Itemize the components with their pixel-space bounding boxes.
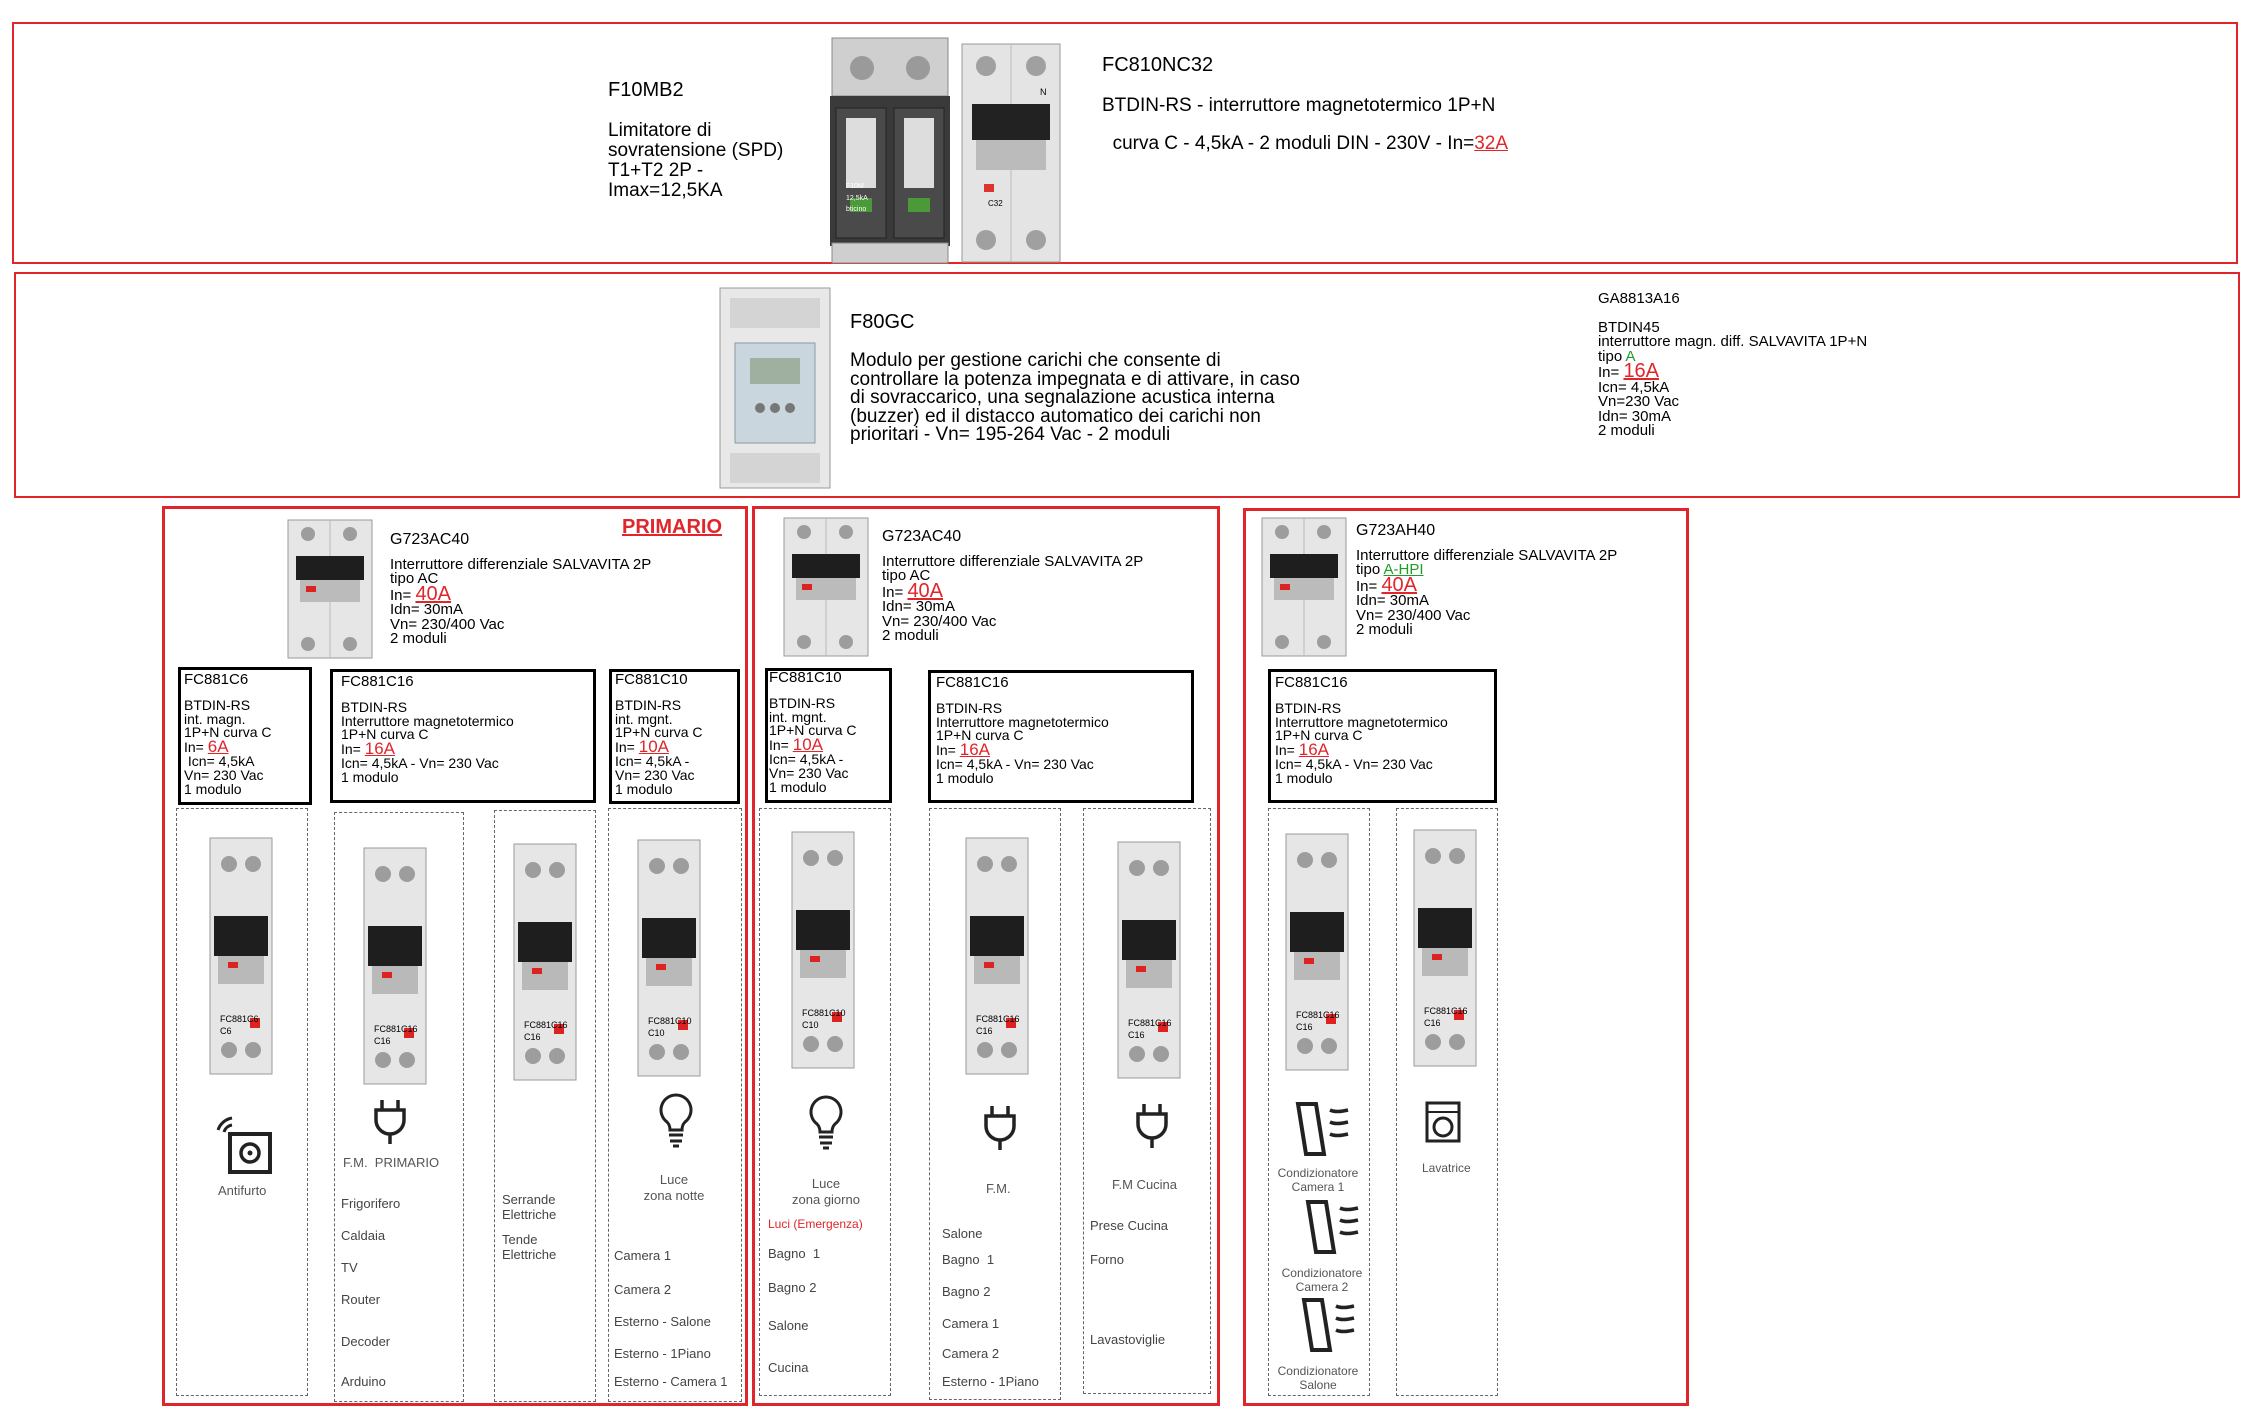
- load-item: Router: [341, 1292, 381, 1307]
- breaker-device-code: FC881C16: [524, 1020, 568, 1030]
- load-item: Forno: [1090, 1252, 1124, 1267]
- breaker-spec: 1 modulo: [769, 778, 827, 795]
- plug-icon: [1134, 1102, 1170, 1150]
- rcd-description: Interruttore differenziale SALVAVITA 2P: [1356, 546, 1618, 564]
- breaker-spec: BTDIN-RS: [615, 696, 682, 713]
- load-item: Decoder: [341, 1334, 391, 1349]
- rcd-description: Interruttore differenziale SALVAVITA 2P: [390, 555, 652, 573]
- rcd-condizionatori-info: [1356, 524, 1617, 638]
- breaker-device: [792, 832, 854, 1073]
- washer-icon: [1424, 1100, 1462, 1144]
- breaker-device-code: FC881C6: [220, 1014, 259, 1024]
- rcd-spec: 2 moduli: [390, 630, 447, 647]
- breaker-device-curve: C16: [976, 1026, 993, 1036]
- main-breaker-code: FC810NC32: [1102, 54, 1214, 76]
- load-item: Bagno 1: [942, 1252, 995, 1267]
- load-item: Prese Cucina: [1090, 1218, 1169, 1233]
- main-breaker-neutral: N: [1040, 87, 1047, 97]
- rcd-in-value: 40A: [1381, 573, 1418, 596]
- breaker-spec: Icn= 4,5kA -: [615, 752, 690, 769]
- rcd-in-value: 40A: [415, 582, 452, 605]
- breaker-spec: Icn= 4,5kA - Vn= 230 Vac: [341, 754, 499, 771]
- load-item: Bagno 2: [768, 1280, 817, 1295]
- breaker-spec: BTDIN-RS: [769, 694, 836, 711]
- breaker-spec: int. magn.: [184, 710, 246, 727]
- circuit-label: F.M Cucina: [1112, 1177, 1178, 1192]
- rcd-type-value: AC: [417, 570, 439, 587]
- rcd-type: tipo AC: [390, 570, 439, 587]
- rcd-description: Interruttore differenziale SALVAVITA 2P: [882, 552, 1144, 570]
- breaker-device: [210, 838, 272, 1079]
- breaker-spec: BTDIN-RS: [184, 696, 251, 713]
- plug-icon: [982, 1104, 1018, 1152]
- load-item: Camera 2: [614, 1282, 672, 1297]
- breaker-code: FC881C16: [936, 674, 1009, 691]
- breaker-device-curve: C16: [1128, 1030, 1145, 1040]
- breaker-spec: Icn= 4,5kA: [184, 752, 255, 769]
- general-rcbo-info: GA8813A16 BTDIN45 interruttore magn. diff. SALVAVITA 1P+N tipo A In= 16A Icn= 4,5kA Vn=230 Vac Idn= 30mA 2 moduli: [1598, 290, 1868, 439]
- circuit-label: F.M. PRIMARIO: [343, 1155, 440, 1170]
- breaker-device-curve: C10: [802, 1020, 819, 1030]
- breaker-rating: In= 16A: [341, 739, 395, 759]
- breaker-in-value: 16A: [959, 740, 990, 760]
- breaker-rating: In= 10A: [615, 737, 669, 757]
- breaker-device-code: FC881C16: [976, 1014, 1020, 1024]
- load-manager-device: [720, 288, 830, 488]
- load-item: Serrande Elettriche: [502, 1192, 557, 1222]
- breaker-device-code: FC881C10: [802, 1008, 846, 1018]
- bulb-icon: [656, 1092, 696, 1148]
- ac-unit-icon: [1298, 1298, 1360, 1352]
- load-item: Lavastoviglie: [1090, 1332, 1166, 1347]
- alarm-icon: [214, 1116, 276, 1176]
- load-manager-code: F80GC: [850, 311, 915, 333]
- general-rcbo-in-value: 16A: [1623, 360, 1660, 382]
- breaker-spec: 1P+N curva C: [769, 722, 857, 739]
- load-item: Bagno 1: [768, 1246, 821, 1261]
- load-item: Cucina: [768, 1360, 809, 1375]
- breaker-spec: Interruttore magnetotermico: [341, 712, 514, 729]
- breaker-spec: 1P+N curva C: [1275, 727, 1363, 744]
- breaker-in-value: 10A: [638, 737, 669, 757]
- breaker-info: [615, 673, 703, 796]
- breaker-info: [341, 675, 514, 785]
- breaker-device: [966, 838, 1028, 1079]
- general-rcbo-code: GA8813A16: [1598, 290, 1680, 307]
- rcd-spec: 2 moduli: [1356, 621, 1413, 638]
- rcd-spec: Vn= 230/400 Vac: [390, 615, 505, 633]
- breaker-spec: BTDIN-RS: [1275, 699, 1342, 716]
- rcd-device: [784, 518, 868, 661]
- circuit-label: Antifurto: [218, 1183, 267, 1198]
- rcd-spec: Idn= 30mA: [390, 601, 463, 618]
- main-breaker-desc-2: curva C - 4,5kA - 2 moduli DIN - 230V - In=32A: [1112, 133, 1509, 154]
- rcd-rating: In= 40A: [882, 579, 944, 602]
- breaker-device-code: FC881C16: [1296, 1010, 1340, 1020]
- breaker-rating: In= 16A: [936, 740, 990, 760]
- breaker-device-curve: C16: [1296, 1022, 1313, 1032]
- breaker-spec: 1P+N curva C: [615, 724, 703, 741]
- breaker-rating: In= 10A: [769, 735, 823, 755]
- breaker-device-curve: C10: [648, 1028, 665, 1038]
- load-item: Salone: [942, 1226, 983, 1241]
- load-item: Esterno - 1Piano: [614, 1346, 711, 1361]
- main-breaker-desc-1: BTDIN-RS - interruttore magnetotermico 1P+N: [1102, 95, 1496, 116]
- breaker-spec: Icn= 4,5kA - Vn= 230 Vac: [936, 755, 1094, 772]
- breaker-in-value: 10A: [792, 735, 823, 755]
- emergency-label: Luci (Emergenza): [768, 1217, 863, 1231]
- rcd-spec: Idn= 30mA: [1356, 592, 1429, 609]
- rcd-device: [1262, 518, 1346, 661]
- breaker-in-value: 6A: [207, 737, 229, 757]
- breaker-device-curve: C16: [374, 1036, 391, 1046]
- rcd-spec: 2 moduli: [882, 627, 939, 644]
- rcd-rating: In= 40A: [390, 582, 452, 605]
- rcd-device: [288, 520, 372, 663]
- rcd-type: tipo AC: [882, 567, 931, 584]
- rcd-primario-info: [390, 533, 651, 647]
- breaker-spec: 1 modulo: [184, 780, 242, 797]
- load-item: Tende Elettriche: [502, 1232, 557, 1262]
- breaker-spec: Interruttore magnetotermico: [1275, 713, 1448, 730]
- breaker-info: [1275, 676, 1448, 786]
- breaker-in-value: 16A: [1298, 740, 1329, 760]
- breaker-device: [364, 848, 426, 1089]
- breaker-device-code: FC881C16: [374, 1024, 418, 1034]
- load-item: Esterno - Salone: [614, 1314, 711, 1329]
- load-item: Caldaia: [341, 1228, 386, 1243]
- breaker-device: [1118, 842, 1180, 1083]
- main-breaker-in-value: 32A: [1474, 133, 1509, 154]
- breaker-spec: Icn= 4,5kA -: [769, 750, 844, 767]
- breaker-code: FC881C10: [769, 669, 842, 686]
- breaker-spec: Icn= 4,5kA - Vn= 230 Vac: [1275, 755, 1433, 772]
- spd-device-label: F10M: [846, 183, 864, 190]
- spd-description: Limitatore di sovratensione (SPD) T1+T2 2P - Imax=12,5KA: [608, 120, 784, 201]
- spd-device-brand: bticino: [846, 206, 867, 213]
- plug-icon: [372, 1098, 408, 1146]
- circuit-label: F.M.: [986, 1181, 1011, 1196]
- breaker-device-code: FC881C16: [1128, 1018, 1172, 1028]
- ac-label: Condizionatore Camera 1: [1277, 1166, 1359, 1194]
- breaker-device-curve: C16: [524, 1032, 541, 1042]
- rcd-zona-giorno-info: [882, 530, 1143, 644]
- spd-device: [830, 38, 950, 263]
- breaker-info: [936, 676, 1109, 786]
- load-item: Esterno - Camera 1: [614, 1374, 728, 1389]
- bulb-icon: [806, 1094, 846, 1150]
- ac-label: Condizionatore Salone: [1277, 1364, 1359, 1392]
- rcd-type-value: A-HPI: [1383, 561, 1424, 578]
- breaker-spec: 1 modulo: [1275, 769, 1333, 786]
- circuit-label: Luce zona giorno: [792, 1176, 860, 1207]
- breaker-spec: 1 modulo: [615, 780, 673, 797]
- breaker-device: [514, 844, 576, 1085]
- breaker-in-value: 16A: [364, 739, 395, 759]
- rcd-spec: Vn= 230/400 Vac: [882, 612, 997, 630]
- load-item: Camera 1: [614, 1248, 672, 1263]
- ac-label: Condizionatore Camera 2: [1281, 1266, 1363, 1294]
- breaker-spec: Vn= 230 Vac: [769, 764, 849, 781]
- breaker-spec: 1P+N curva C: [341, 726, 429, 743]
- load-item: Esterno - 1Piano: [942, 1374, 1039, 1389]
- breaker-spec: BTDIN-RS: [341, 698, 408, 715]
- ac-unit-icon: [1292, 1102, 1354, 1156]
- breaker-spec: 1P+N curva C: [936, 727, 1024, 744]
- rcd-rating: In= 40A: [1356, 573, 1418, 596]
- breaker-spec: 1 modulo: [936, 769, 994, 786]
- load-item: TV: [341, 1260, 358, 1275]
- breaker-rating: In= 16A: [1275, 740, 1329, 760]
- breaker-device: [638, 840, 700, 1081]
- circuit-label: Lavatrice: [1422, 1161, 1471, 1175]
- rcd-type: tipo A-HPI: [1356, 561, 1424, 578]
- spd-code: F10MB2: [608, 79, 684, 101]
- main-breaker-device: [962, 44, 1060, 262]
- rcd-spec: Idn= 30mA: [882, 598, 955, 615]
- breaker-device-code: FC881C10: [648, 1016, 692, 1026]
- rcd-spec: Vn= 230/400 Vac: [1356, 606, 1471, 624]
- load-item: Bagno 2: [942, 1284, 991, 1299]
- rcd-code: G723AC40: [882, 528, 962, 545]
- load-item: Camera 2: [942, 1346, 1000, 1361]
- load-item: Camera 1: [942, 1316, 1000, 1331]
- breaker-device-code: FC881C16: [1424, 1006, 1468, 1016]
- breaker-spec: BTDIN-RS: [936, 699, 1003, 716]
- breaker-device-curve: C16: [1424, 1018, 1441, 1028]
- rcd-code: G723AH40: [1356, 522, 1436, 539]
- breaker-device: [1414, 830, 1476, 1071]
- breaker-spec: 1 modulo: [341, 768, 399, 785]
- rcd-in-value: 40A: [907, 579, 944, 602]
- breaker-spec: Vn= 230 Vac: [615, 766, 695, 783]
- ac-unit-icon: [1302, 1200, 1364, 1254]
- breaker-code: FC881C10: [615, 671, 688, 688]
- spd-device-rating: 12,5kA: [846, 195, 868, 202]
- load-item: Salone: [768, 1318, 809, 1333]
- breaker-spec: int. mgnt.: [615, 710, 673, 727]
- load-item: Frigorifero: [341, 1196, 401, 1211]
- rcd-code: G723AC40: [390, 531, 470, 548]
- breaker-info: [184, 673, 272, 796]
- breaker-code: FC881C6: [184, 671, 249, 688]
- breaker-spec: int. mgnt.: [769, 708, 827, 725]
- breaker-rating: In= 6A: [184, 737, 229, 757]
- breaker-code: FC881C16: [1275, 674, 1348, 691]
- breaker-info: [769, 671, 857, 794]
- breaker-spec: 1P+N curva C: [184, 724, 272, 741]
- breaker-spec: Vn= 230 Vac: [184, 766, 264, 783]
- breaker-device: [1286, 834, 1348, 1075]
- circuit-label: Luce zona notte: [643, 1172, 705, 1203]
- rcd-type-value: AC: [909, 567, 931, 584]
- group-primario-title: PRIMARIO: [622, 516, 722, 538]
- main-breaker-curve: C32: [988, 199, 1003, 208]
- breaker-device-curve: C6: [220, 1026, 232, 1036]
- breaker-spec: Interruttore magnetotermico: [936, 713, 1109, 730]
- load-item: Arduino: [341, 1374, 386, 1389]
- load-manager-description: Modulo per gestione carichi che consente di controllare la potenza impegnata e di attivare, in caso di sovraccarico, una segnalazione acustica interna (buzzer) ed il distacco automatico dei carichi non prioritari - Vn= 195-264 Vac - 2 moduli: [850, 350, 1300, 445]
- breaker-code: FC881C16: [341, 673, 414, 690]
